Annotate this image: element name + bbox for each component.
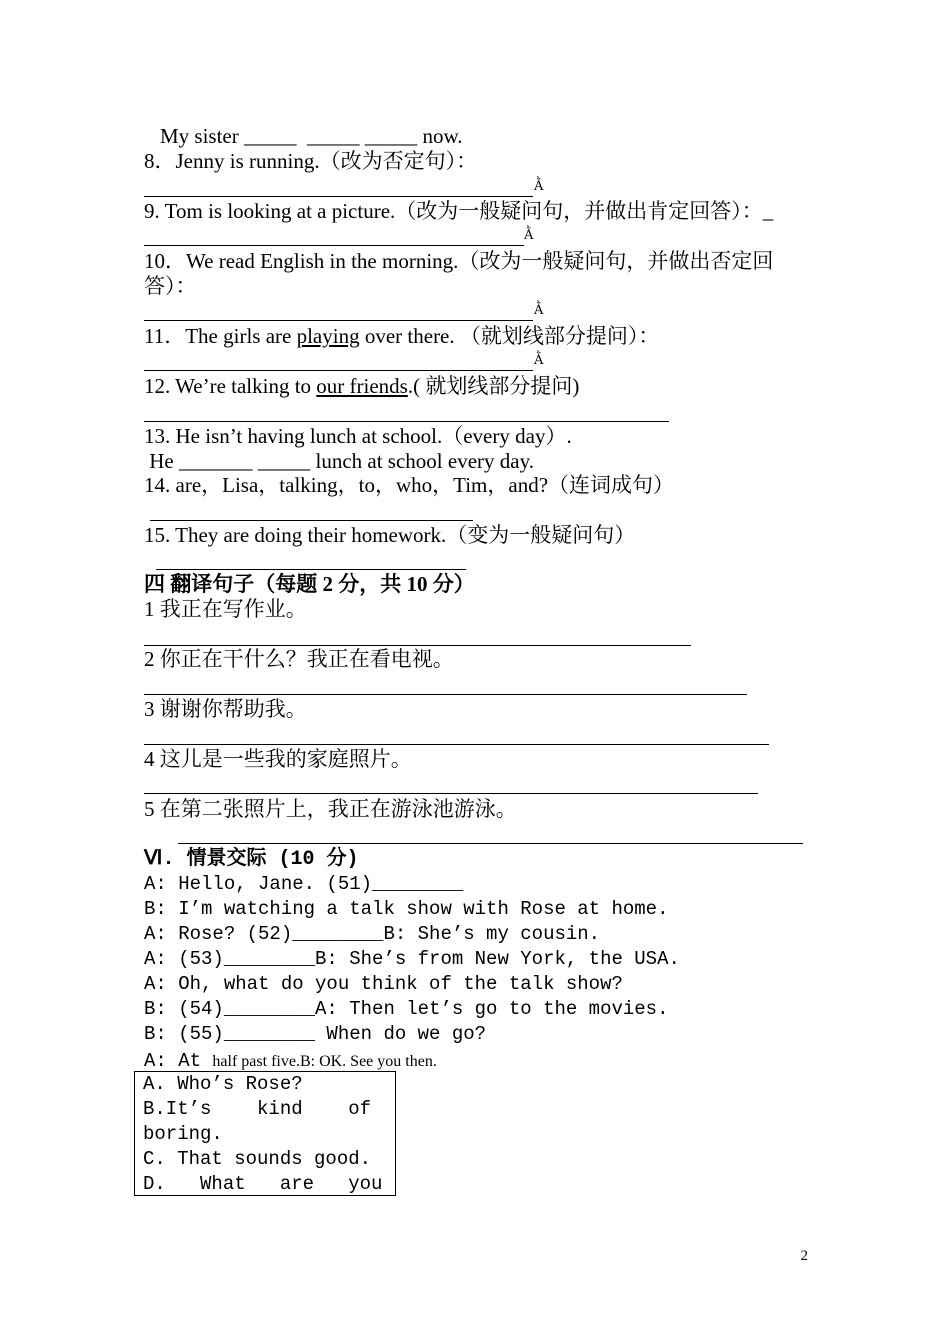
question-12 (144, 374, 579, 399)
options-box (134, 1071, 396, 1196)
dialogue-line-6: B: (54)________A: Then let’s go to the movies. (144, 998, 669, 1020)
option-d: D. What are you (143, 1173, 383, 1195)
dialogue-line-4: A: (53)________B: She’s from New York, the USA. (144, 948, 680, 970)
dialogue-line-2: B: I’m watching a talk show with Rose at home. (144, 898, 669, 920)
dialogue-line-5: A: Oh, what do you think of the talk show? (144, 973, 623, 995)
answer-rule-11 (144, 370, 533, 371)
anchor-mark: Ằ (534, 303, 544, 318)
q12-text: 12. We’re talking to (144, 374, 317, 398)
question-8: 8．Jenny is running.（改为否定句）： (144, 149, 478, 173)
dialogue-line-8 (144, 1047, 437, 1074)
answer-rule-t1 (144, 645, 691, 646)
anchor-mark: Ằ (534, 353, 544, 368)
anchor-mark: Ằ (524, 228, 534, 243)
dialogue-line-8-text: half past five.B: OK. See you then. (212, 1053, 437, 1070)
q11-text: 11．The girls are (144, 324, 297, 348)
answer-rule-8 (144, 196, 533, 197)
anchor-mark: Ằ (534, 179, 544, 194)
q11-underlined: playing (296, 324, 360, 348)
question-13: 13. He isn’t having lunch at school.（every day）. (144, 424, 572, 448)
question-11 (144, 324, 659, 349)
translate-1: 1 我正在写作业。 (144, 597, 307, 621)
translate-5: 5 在第二张照片上，我正在游泳池游泳。 (144, 797, 517, 821)
question-10-cont: 答）： (144, 274, 197, 298)
translate-2: 2 你正在干什么？我正在看电视。 (144, 647, 454, 671)
answer-rule-t4 (144, 793, 758, 794)
question-9: 9. Tom is looking at a picture.（改为一般疑问句，并做出肯定回答）：_ (144, 199, 774, 223)
dialogue-line-3: A: Rose? (52)________B: She’s my cousin. (144, 923, 601, 945)
option-c: C. That sounds good. (143, 1148, 372, 1170)
dialogue-line-7: B: (55)________ When do we go? (144, 1023, 487, 1045)
section-6-title: Ⅵ. 情景交际 (10 分) (144, 848, 359, 871)
dialogue-line-1: A: Hello, Jane. (51)________ (144, 873, 464, 895)
question-14: 14. are，Lisa，talking，to，who，Tim，and?（连词成句） (144, 473, 675, 497)
option-b: B.It’s kind of (143, 1098, 372, 1120)
question-13-answer: He _______ _____ lunch at school every day. (144, 449, 534, 473)
option-b-cont: boring. (143, 1123, 223, 1145)
section-4-title: 四 翻译句子（每题 2 分，共 10 分） (144, 572, 475, 596)
answer-rule-t5 (178, 843, 803, 844)
translate-3: 3 谢谢你帮助我。 (144, 697, 307, 721)
q7-answer-line: My sister _____ _____ _____ now. (160, 124, 463, 148)
question-10: 10．We read English in the morning.（改为一般疑问句，并做出否定回 (144, 249, 774, 273)
q11-instruction: over there. （就划线部分提问）： (359, 324, 660, 348)
q12-instruction: .( 就划线部分提问) (407, 374, 580, 398)
translate-4: 4 这儿是一些我的家庭照片。 (144, 747, 412, 771)
answer-rule-10 (144, 320, 533, 321)
answer-rule-t2 (144, 694, 747, 695)
answer-rule-14 (150, 520, 473, 521)
dialogue-line-8-speaker: A: At (144, 1050, 213, 1072)
answer-rule-12 (144, 421, 669, 422)
answer-rule-15 (156, 569, 466, 570)
answer-rule-9 (144, 245, 524, 246)
question-15: 15. They are doing their homework.（变为一般疑问句） (144, 523, 636, 547)
option-a: A. Who’s Rose? (143, 1073, 303, 1095)
page-number: 2 (800, 1248, 808, 1264)
answer-rule-t3 (144, 744, 769, 745)
q12-underlined: our friends (316, 374, 408, 398)
